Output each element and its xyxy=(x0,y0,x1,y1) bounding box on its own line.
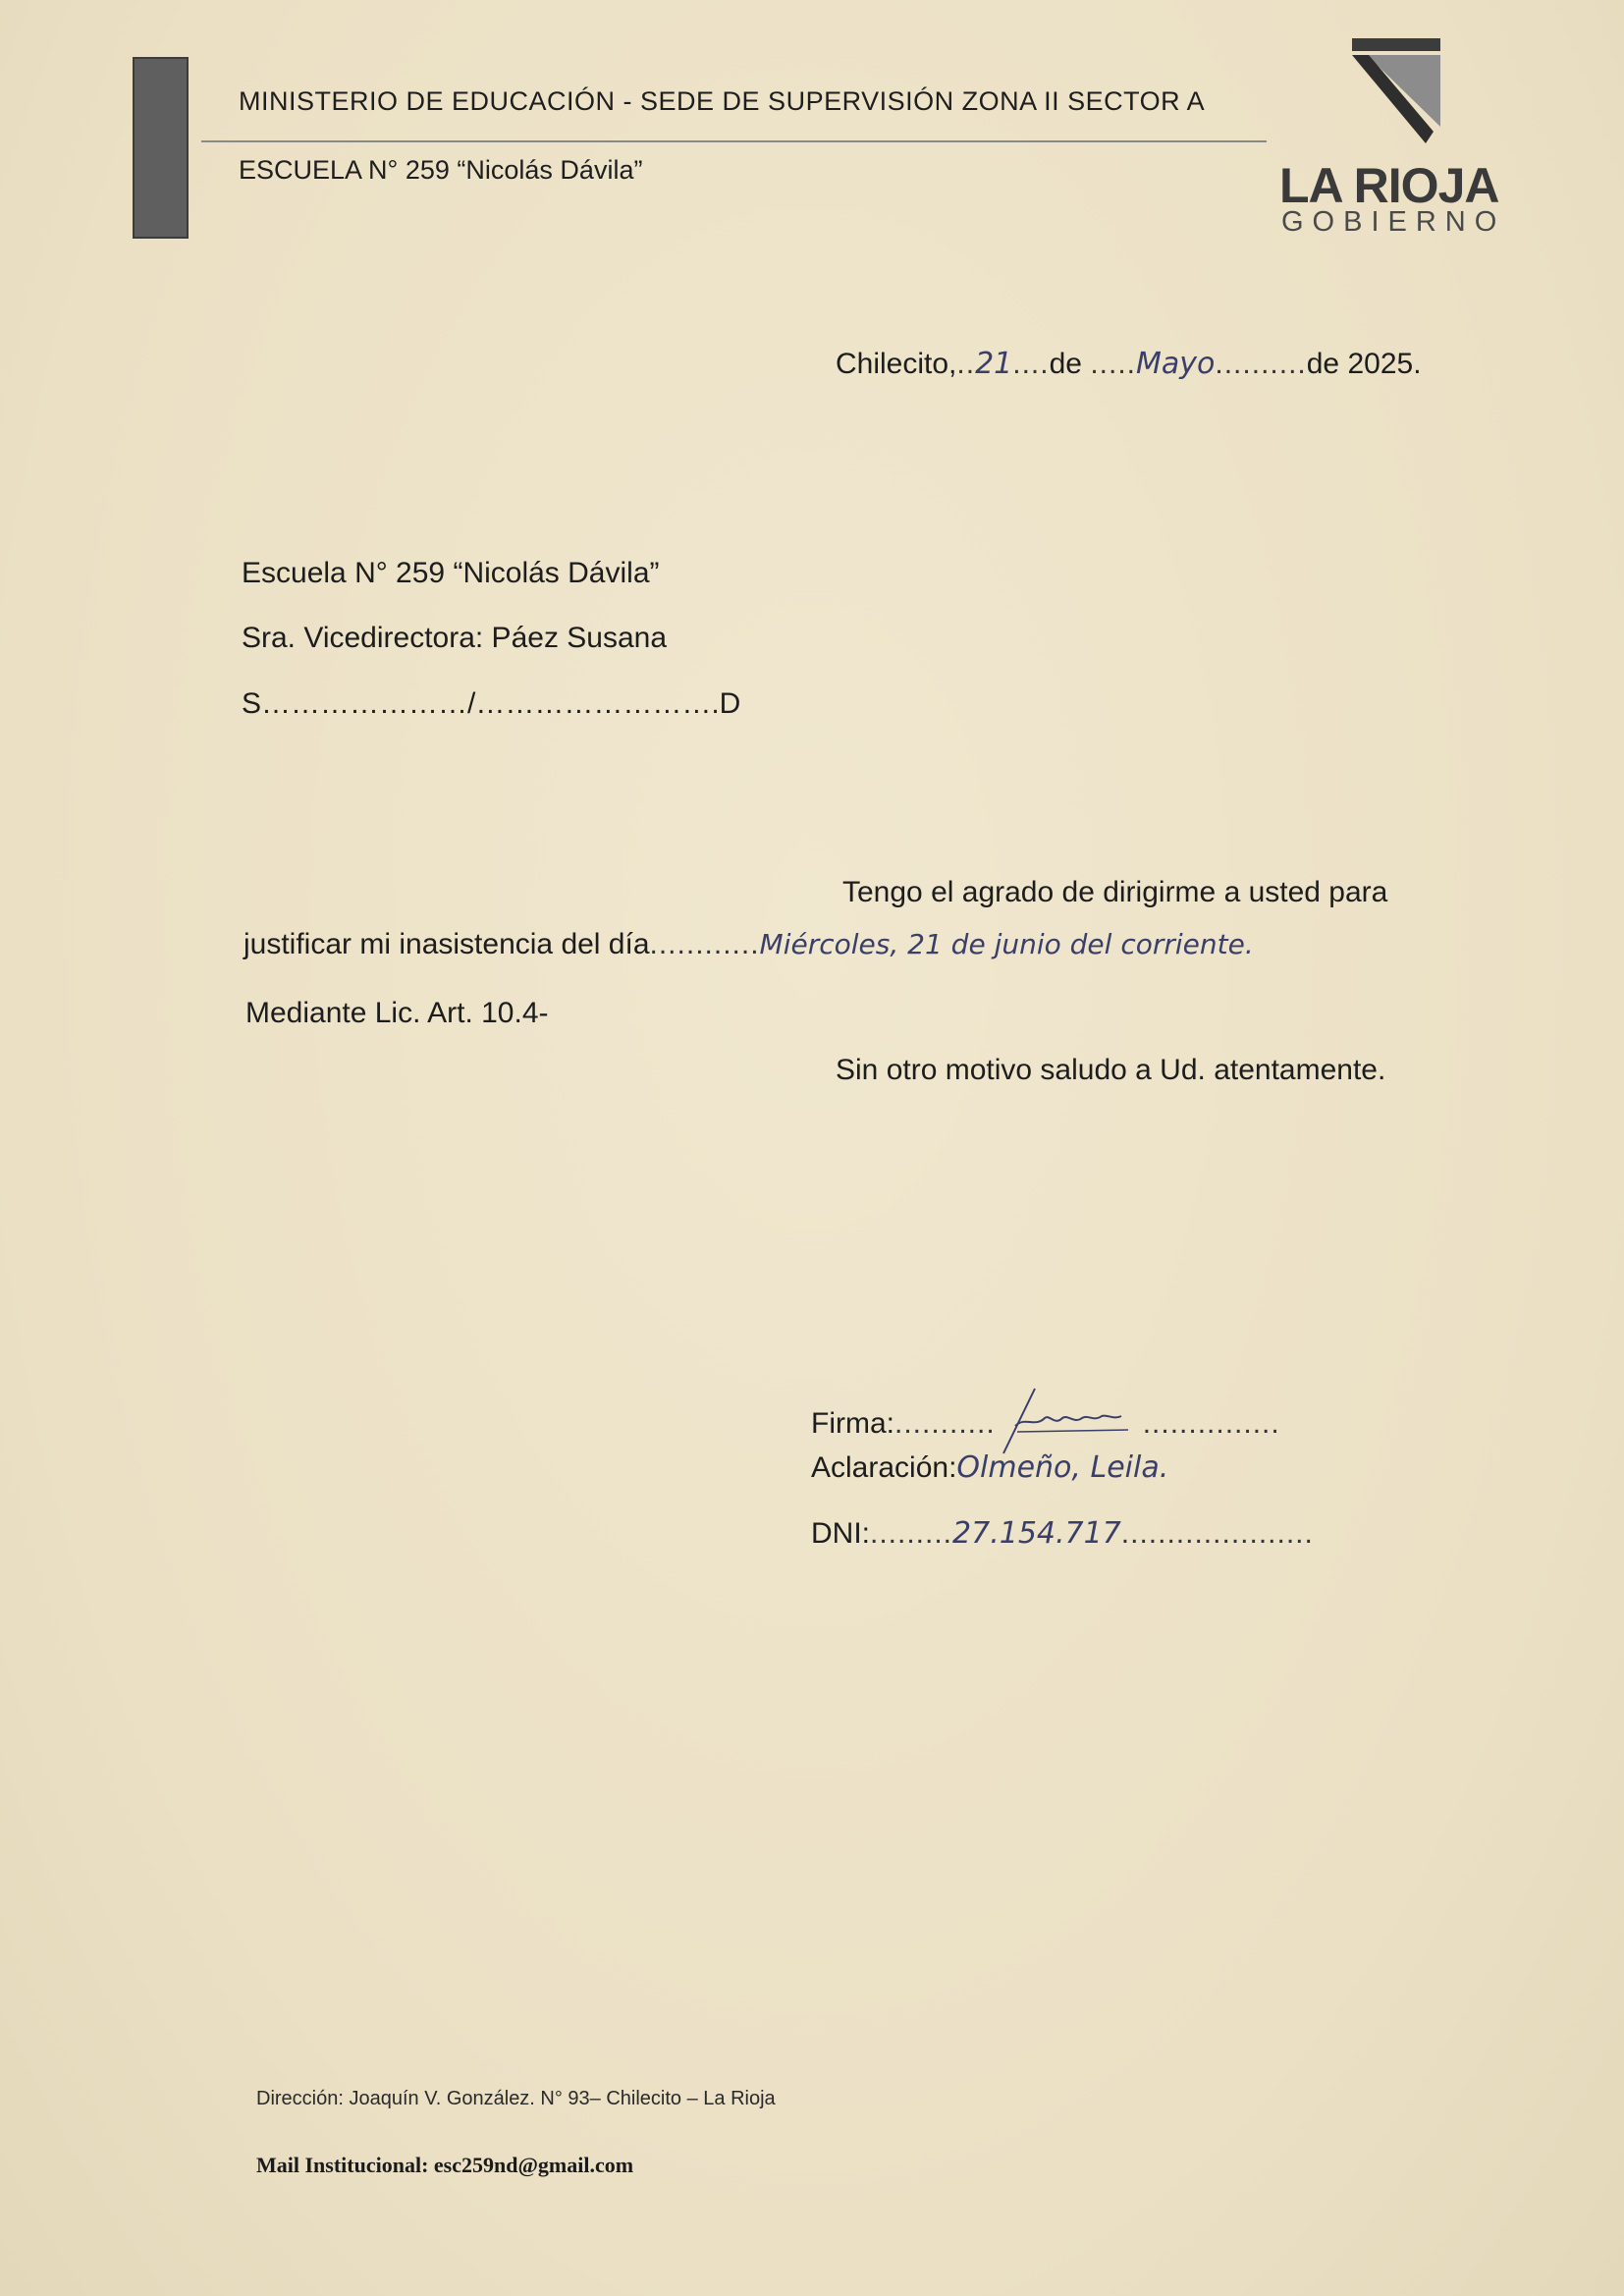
body-line-3: Mediante Lic. Art. 10.4- xyxy=(245,997,549,1029)
date-dots: ..... xyxy=(1090,348,1136,380)
footer-mail: Mail Institucional: esc259nd@gmail.com xyxy=(256,2153,634,2177)
body-line-2 xyxy=(244,928,1254,961)
dni-dots: ......... xyxy=(870,1517,953,1550)
dni-dots: ..................... xyxy=(1120,1517,1314,1550)
recipient-name: Sra. Vicedirectora: Páez Susana xyxy=(242,622,668,654)
ministry-heading: MINISTERIO DE EDUCACIÓN - SEDE DE SUPERVISIÓN ZONA II SECTOR A xyxy=(239,86,1206,116)
body-line-1: Tengo el agrado de dirigirme a usted para xyxy=(842,876,1388,908)
aclaracion-label: Aclaración: xyxy=(811,1451,957,1484)
body-dots: ............ xyxy=(649,928,760,960)
recipient-school: Escuela N° 259 “Nicolás Dávila” xyxy=(242,557,660,589)
date-month-handwritten: Mayo xyxy=(1136,347,1216,381)
logo-subtitle: GOBIERNO xyxy=(1281,206,1506,238)
la-rioja-logo-icon xyxy=(1347,33,1445,151)
dni-handwritten: 27.154.717 xyxy=(952,1516,1121,1551)
footer-address: Dirección: Joaquín V. González. N° 93– Chilecito – La Rioja xyxy=(256,2088,776,2109)
header-side-bar xyxy=(133,57,189,239)
date-day-handwritten: 21 xyxy=(975,347,1013,381)
logo-title: LA RIOJA xyxy=(1279,158,1499,213)
aclaracion-line xyxy=(811,1450,1168,1485)
date-dots: .. xyxy=(956,348,976,380)
recipient-sd: S…………………/…………………….D xyxy=(242,687,741,720)
date-de: de xyxy=(1049,348,1082,380)
date-city: Chilecito, xyxy=(836,348,957,380)
date-year: de 2025. xyxy=(1306,348,1422,380)
school-heading: ESCUELA N° 259 “Nicolás Dávila” xyxy=(239,155,643,185)
header-divider xyxy=(201,140,1267,142)
firma-dots: ............... xyxy=(1142,1406,1280,1440)
firma-dots: ........... xyxy=(894,1406,996,1440)
absence-date-handwritten: Miércoles, 21 de junio del corriente. xyxy=(759,928,1254,960)
date-dots: .... xyxy=(1012,348,1050,380)
firma-label: Firma: xyxy=(811,1406,894,1440)
aclaracion-handwritten: Olmeño, Leila. xyxy=(956,1450,1169,1485)
date-line xyxy=(836,347,1422,381)
dni-line xyxy=(811,1516,1314,1551)
date-dots: .......... xyxy=(1215,348,1307,380)
dni-label: DNI: xyxy=(811,1517,870,1550)
body-line-2-prefix: justificar mi inasistencia del día xyxy=(244,928,650,960)
closing-line: Sin otro motivo saludo a Ud. atentamente. xyxy=(836,1054,1386,1086)
